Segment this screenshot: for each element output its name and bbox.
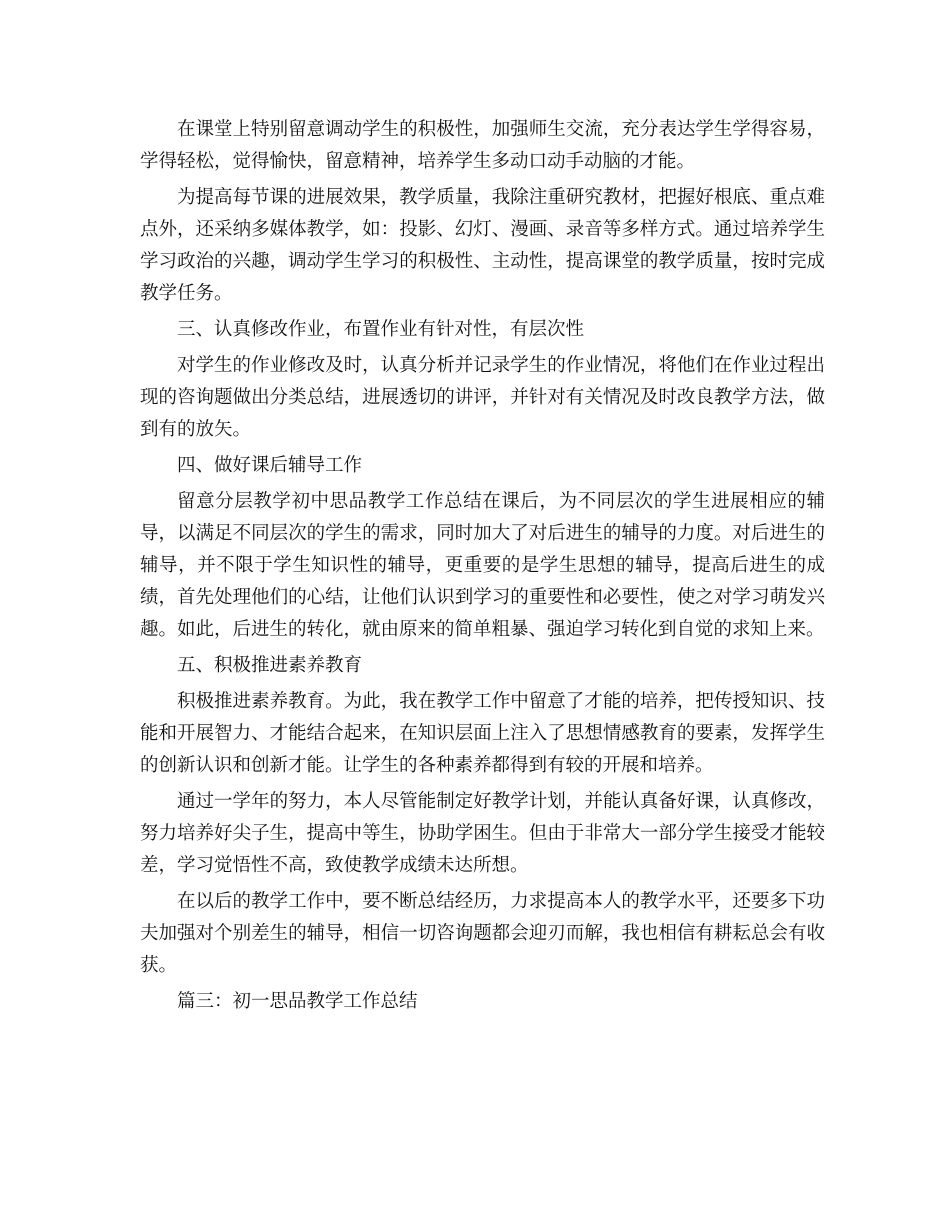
document-body xyxy=(140,114,825,1022)
paragraph: 积极推进素养教育。为此，我在教学工作中留意了才能的培养，把传授知识、技能和开展智力、才能结合起来，在知识层面上注入了思想情感教育的要素，发挥学生的创新认识和创新才能。让学生的各种素养都得到有较的开展和培养。 xyxy=(140,691,825,776)
chapter-heading: 篇三：初一思品教学工作总结 xyxy=(177,991,418,1012)
section-heading: 五、积极推进素养教育 xyxy=(177,655,363,676)
paragraph: 在课堂上特别留意调动学生的积极性，加强师生交流，充分表达学生学得容易，学得轻松，觉得愉快，留意精神，培养学生多动口动手动脑的才能。 xyxy=(140,119,825,172)
paragraph: 留意分层教学初中思品教学工作总结在课后，为不同层次的学生进展相应的辅导，以满足不同层次的学生的需求，同时加大了对后进生的辅导的力度。对后进生的辅导，并不限于学生知识性的辅导，更重要的是学生思想的辅导，提高后进生的成绩，首先处理他们的心结，让他们认识到学习的重要性和必要性，使之对学习萌发兴趣。如此，后进生的转化，就由原来的简单粗暴、强迫学习转化到自觉的求知上来。 xyxy=(140,491,825,640)
paragraph: 对学生的作业修改及时，认真分析并记录学生的作业情况，将他们在作业过程出现的咨询题做出分类总结，进展透切的讲评，并针对有关情况及时改良教学方法，做到有的放矢。 xyxy=(140,355,825,440)
paragraph: 为提高每节课的进展效果，教学质量，我除注重研究教材，把握好根底、重点难点外，还采纳多媒体教学，如：投影、幻灯、漫画、录音等多样方式。通过培养学生学习政治的兴趣，调动学生学习的积极性、主动性，提高课堂的教学质量，按时完成教学任务。 xyxy=(140,187,825,304)
section-heading: 三、认真修改作业，布置作业有针对性，有层次性 xyxy=(177,319,585,340)
section-heading: 四、做好课后辅导工作 xyxy=(177,455,363,476)
paragraph: 通过一学年的努力，本人尽管能制定好教学计划，并能认真备好课，认真修改，努力培养好尖子生，提高中等生，协助学困生。但由于非常大一部分学生接受才能较差，学习觉悟性不高，致使教学成绩未达所想。 xyxy=(140,791,825,876)
paragraph: 在以后的教学工作中，要不断总结经历，力求提高本人的教学水平，还要多下功夫加强对个别差生的辅导，相信一切咨询题都会迎刃而解，我也相信有耕耘总会有收获。 xyxy=(140,891,825,976)
